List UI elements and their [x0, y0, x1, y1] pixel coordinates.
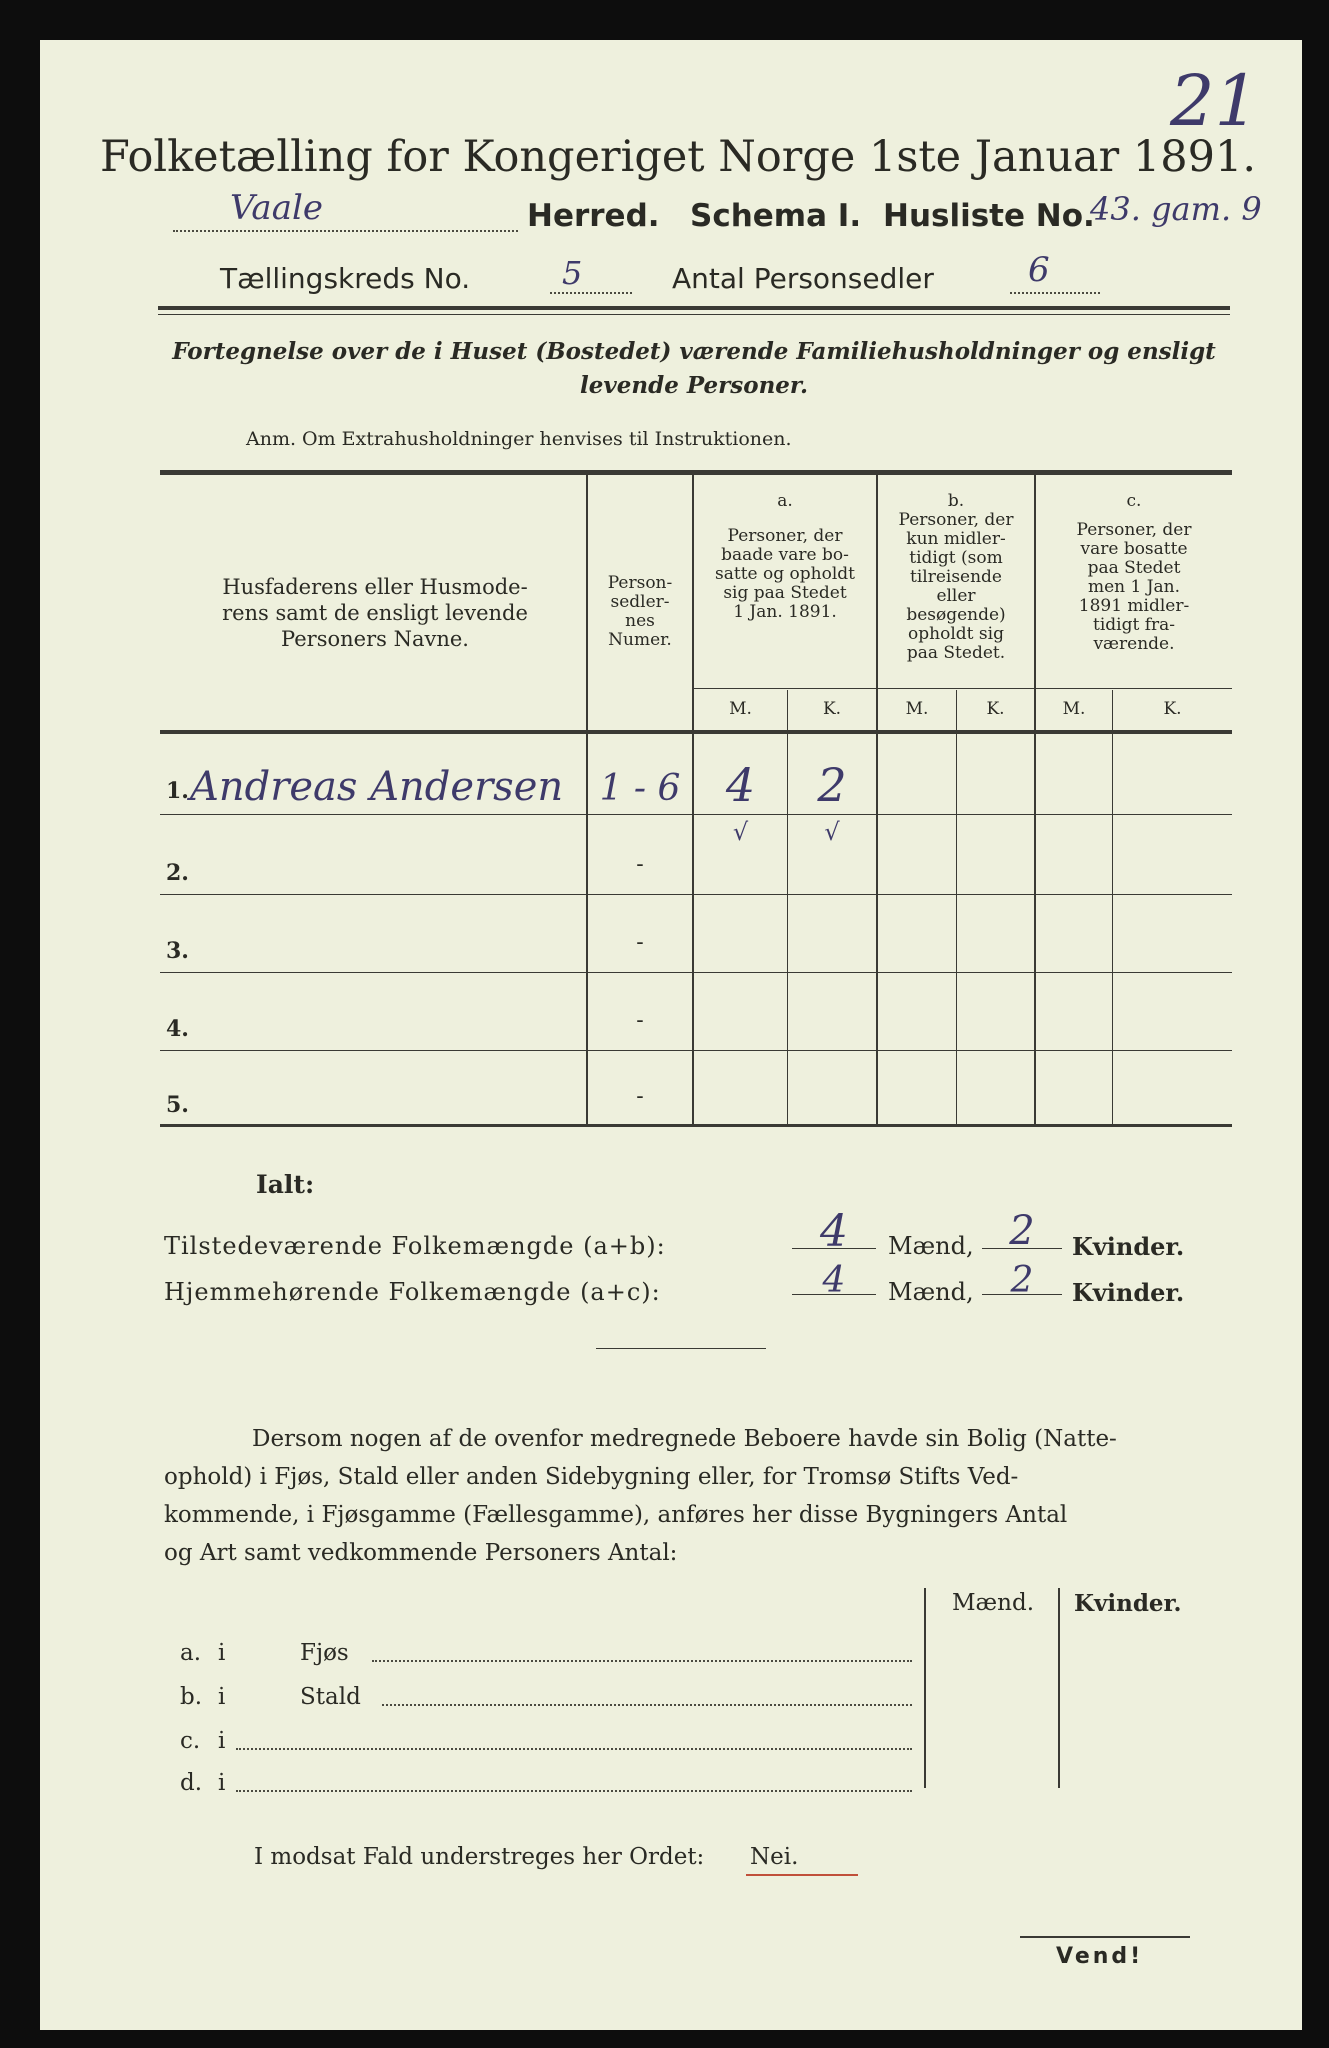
col-header-names: Husfaderens eller Husmode- rens samt de ensligt levende Personers Navne. — [222, 575, 528, 651]
building-head-kvinder: Kvinder. — [1074, 1590, 1182, 1617]
table-top-rule — [160, 470, 1232, 475]
building-b-name: Stald — [300, 1684, 361, 1710]
ialt-label: Ialt: — [256, 1170, 315, 1199]
hjemme-label: Hjemmehørende Folkemængde (a+c): — [164, 1278, 661, 1306]
husliste-label: Husliste No. — [883, 198, 1095, 234]
herred-label: Herred. — [527, 198, 660, 234]
building-divider-2 — [1058, 1588, 1060, 1788]
building-a-dots — [372, 1660, 912, 1662]
col-a-m: M. — [729, 699, 752, 719]
building-d-i: i — [218, 1770, 226, 1796]
bolig-paragraph: Dersom nogen af de ovenfor medregnede Beboere havde sin Bolig (Natte- ophold) i Fjøs, Stald eller anden Sidebygning eller, for Tromsø Stifts Ved- kommende, i Fjøsgamme (Fællesgamme), anføres her disse Bygningers Antal og Art samt vedkommende Personers Antal: — [164, 1426, 1117, 1566]
building-c-i: i — [218, 1728, 226, 1754]
kreds-label: Tællingskreds No. — [220, 262, 471, 295]
header-rule-thin — [158, 314, 1230, 315]
row-1-a-m-check: √ — [732, 818, 749, 846]
building-c-dots — [236, 1748, 912, 1750]
building-a-letter: a. — [180, 1640, 202, 1666]
row-5-number: 5. — [166, 1092, 189, 1118]
herred-value: Vaale — [230, 188, 323, 228]
building-d-letter: d. — [180, 1770, 203, 1796]
vend-label: Vend! — [1056, 1944, 1144, 1969]
row-1-a-k: 2 — [817, 758, 847, 812]
tilstede-k-value: 2 — [1009, 1208, 1035, 1254]
col-header-b: b. Personer, der kun midler- tidigt (som tilreisende eller besøgende) opholdt sig paa Stedet. — [898, 491, 1014, 663]
modsat-text: I modsat Fald understreges her Ordet: — [254, 1844, 705, 1870]
hjemme-k-label: Kvinder. — [1072, 1278, 1185, 1307]
antal-value: 6 — [1028, 250, 1050, 290]
hjemme-m-value: 4 — [822, 1260, 846, 1301]
col-divider-c-mk — [1112, 690, 1113, 1125]
building-head-maend: Mænd. — [952, 1590, 1035, 1616]
col-c-k: K. — [1163, 699, 1182, 719]
row-3-sedler: - — [636, 930, 644, 955]
herred-dotted-line — [173, 230, 518, 232]
row-4-line — [160, 1050, 1232, 1051]
col-a-k: K. — [822, 699, 842, 719]
antal-dotted-line — [1010, 292, 1100, 294]
building-c-letter: c. — [180, 1728, 201, 1754]
col-header-a: a. Personer, der baade vare bo- satte og opholdt sig paa Stedet 1 Jan. 1891. — [715, 491, 855, 622]
row-1-name: Andreas Andersen — [190, 764, 564, 810]
mk-top-rule — [694, 688, 1232, 689]
nei-underline — [746, 1874, 858, 1876]
building-divider-1 — [924, 1588, 926, 1788]
antal-label: Antal Personsedler — [672, 262, 934, 295]
tilstede-label: Tilstedeværende Folkemængde (a+b): — [164, 1232, 666, 1260]
row-2-line — [160, 894, 1232, 895]
vend-rule — [1020, 1936, 1190, 1938]
anm-note: Anm. Om Extrahusholdninger henvises til Instruktionen. — [246, 428, 792, 450]
husliste-value: 43. gam. 9 — [1090, 190, 1262, 228]
intro-line-2: levende Personer. — [580, 372, 808, 399]
col-c-m: M. — [1062, 699, 1086, 719]
col-header-c: c. Personer, der vare bosatte paa Stedet men 1 Jan. 1891 midler- tidigt fra- værende. — [1076, 491, 1192, 654]
col-header-num: Person- sedler- nes Numer. — [607, 573, 673, 650]
row-1-number: 1. — [166, 778, 189, 804]
col-divider-a-mk — [787, 690, 788, 1125]
row-3-number: 3. — [166, 938, 189, 964]
separator-rule — [596, 1348, 766, 1349]
row-1-line — [160, 814, 1232, 815]
row-1-a-m: 4 — [725, 758, 756, 812]
census-form-page — [40, 40, 1302, 2030]
tilstede-k-label: Kvinder. — [1072, 1232, 1185, 1261]
row-5-sedler: - — [636, 1084, 644, 1109]
kreds-value: 5 — [562, 254, 583, 292]
nei-word: Nei. — [750, 1844, 799, 1870]
tilstede-m-label: Mænd, — [888, 1232, 974, 1260]
building-b-i: i — [218, 1684, 226, 1710]
row-2-number: 2. — [166, 860, 189, 886]
building-a-i: i — [218, 1640, 226, 1666]
row-3-line — [160, 972, 1232, 973]
building-d-dots — [236, 1790, 912, 1792]
hjemme-k-value: 2 — [1010, 1260, 1034, 1301]
row-4-sedler: - — [636, 1008, 644, 1033]
table-bottom-rule — [160, 1124, 1232, 1127]
building-b-dots — [382, 1704, 912, 1706]
row-1-a-k-check: √ — [824, 818, 840, 846]
tilstede-m-value: 4 — [820, 1206, 848, 1257]
building-a-name: Fjøs — [300, 1640, 349, 1666]
col-b-k: K. — [986, 699, 1005, 719]
form-title: Folketælling for Kongeriget Norge 1ste Januar 1891. — [100, 132, 1257, 182]
intro-line-1: Fortegnelse over de i Huset (Bostedet) værende Familiehusholdninger og ensligt — [172, 338, 1216, 365]
row-2-sedler: - — [636, 852, 644, 877]
row-4-number: 4. — [166, 1016, 189, 1042]
schema-label: Schema I. — [690, 198, 862, 234]
col-divider-b-mk — [956, 690, 957, 1125]
building-b-letter: b. — [180, 1684, 203, 1710]
kreds-dotted-line — [550, 292, 632, 294]
table-header-bottom-rule — [160, 730, 1232, 734]
row-1-sedler: 1 - 6 — [599, 768, 681, 809]
col-b-m: M. — [905, 699, 929, 719]
hjemme-m-label: Mænd, — [888, 1278, 974, 1306]
corner-handwritten-number: 21 — [1170, 60, 1260, 142]
header-rule — [158, 306, 1230, 310]
